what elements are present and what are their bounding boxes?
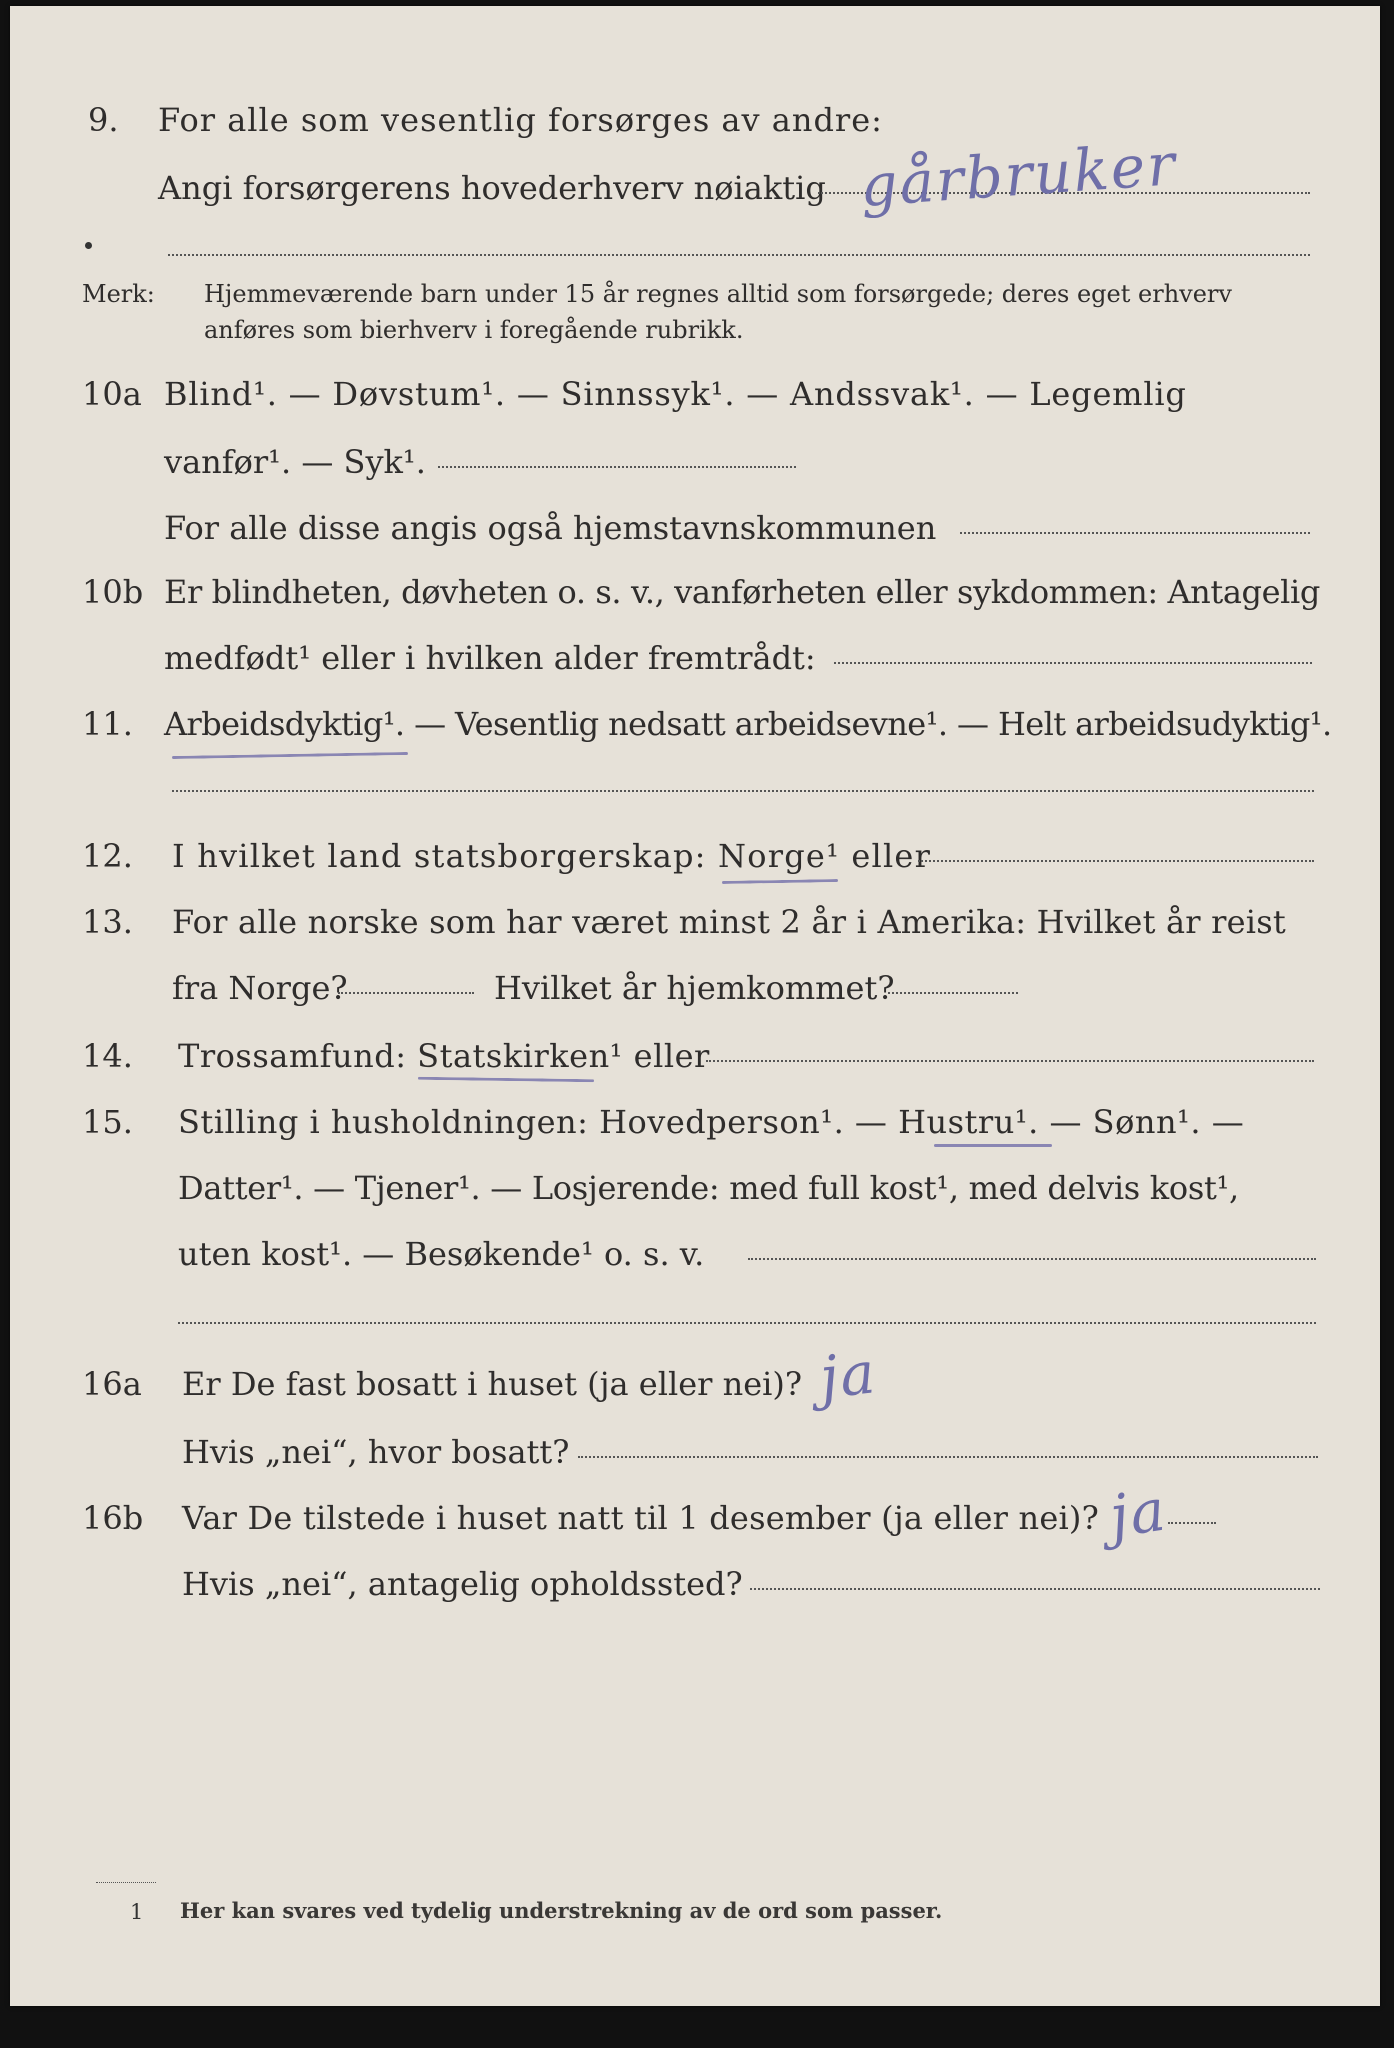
question-16b-residence-line xyxy=(750,1588,1320,1590)
question-16b-line-1: Var De tilstede i huset natt til 1 desember (ja eller nei)? xyxy=(182,1499,1099,1537)
question-13-line-2a: fra Norge? xyxy=(172,969,348,1007)
question-16b-handwritten-answer: ja xyxy=(1105,1475,1172,1551)
question-14-underline-mark xyxy=(418,1077,594,1082)
question-10a-number: 10a xyxy=(82,375,142,413)
question-16a-answer-line xyxy=(578,1456,1318,1458)
question-10b-line-1: Er blindheten, døvheten o. s. v., vanførheten eller sykdommen: Antagelig xyxy=(164,573,1320,611)
question-16b-line-2: Hvis „nei“, antagelig opholdssted? xyxy=(182,1565,743,1603)
question-10a-answer-line xyxy=(438,466,796,468)
footnote-rule xyxy=(96,1882,156,1883)
footnote-text: Her kan svares ved tydelig understrekning av de ord som passer. xyxy=(180,1898,943,1923)
question-16b-number: 16b xyxy=(82,1499,144,1537)
question-15-line-3: uten kost¹. — Besøkende¹ o. s. v. xyxy=(178,1235,705,1273)
question-15-underline-mark xyxy=(934,1144,1052,1147)
question-12-number: 12. xyxy=(82,837,133,875)
note-line-2: anføres som bierhverv i foregående rubrikk. xyxy=(204,316,744,344)
question-10b-answer-line xyxy=(834,662,1312,664)
census-form-page xyxy=(10,6,1380,2006)
dot-mark xyxy=(85,242,92,249)
question-12-underline-mark xyxy=(722,879,838,884)
note-line-1: Hjemmeværende barn under 15 år regnes alltid som forsørgede; deres eget erhverv xyxy=(204,280,1232,308)
question-10b-line-2: medfødt¹ eller i hvilken alder fremtrådt: xyxy=(164,639,816,677)
question-16a-line-1: Er De fast bosatt i huset (ja eller nei)? xyxy=(182,1365,803,1403)
question-15-line-1: Stilling i husholdningen: Hovedperson¹. — Hustru¹. — Sønn¹. — xyxy=(178,1103,1245,1141)
question-14-text: Trossamfund: Statskirken¹ eller xyxy=(178,1037,710,1075)
question-15-extra-line xyxy=(178,1322,1316,1324)
question-15-line-2: Datter¹. — Tjener¹. — Losjerende: med full kost¹, med delvis kost¹, xyxy=(178,1169,1239,1207)
question-9-line-1: For alle som vesentlig forsørges av andre: xyxy=(158,101,883,139)
question-11-text: Arbeidsdyktig¹. — Vesentlig nedsatt arbeidsevne¹. — Helt arbeidsudyktig¹. xyxy=(164,705,1332,743)
question-13-left-line xyxy=(338,992,474,994)
question-9-number: 9. xyxy=(88,101,119,139)
question-11-extra-line xyxy=(172,790,1314,792)
question-15-answer-line xyxy=(748,1258,1316,1260)
question-10a-line-1: Blind¹. — Døvstum¹. — Sinnssyk¹. — Andssvak¹. — Legemlig xyxy=(164,375,1187,413)
question-13-line-2b: Hvilket år hjemkommet? xyxy=(494,969,895,1007)
question-16a-number: 16a xyxy=(82,1365,142,1403)
question-13-number: 13. xyxy=(82,903,133,941)
question-16b-answer-line xyxy=(1168,1522,1216,1524)
question-10a-municipality-line xyxy=(960,532,1310,534)
question-13-return-line xyxy=(888,992,1018,994)
question-10a-line-2: vanfør¹. — Syk¹. xyxy=(164,443,426,481)
question-11-number: 11. xyxy=(82,705,133,743)
question-13-line-1: For alle norske som har været minst 2 år i Amerika: Hvilket år reist xyxy=(172,903,1286,941)
question-11-underline-mark xyxy=(172,752,408,759)
question-14-answer-line xyxy=(706,1060,1314,1062)
question-12-text: I hvilket land statsborgerskap: Norge¹ eller xyxy=(172,837,932,875)
footnote-mark: 1 xyxy=(130,1900,144,1924)
question-12-answer-line xyxy=(918,860,1314,862)
question-16a-line-2: Hvis „nei“, hvor bosatt? xyxy=(182,1433,570,1471)
question-10b-number: 10b xyxy=(82,573,144,611)
note-label: Merk: xyxy=(82,280,155,308)
question-15-number: 15. xyxy=(82,1103,133,1141)
question-9-handwritten-answer: gårbruker xyxy=(858,130,1179,220)
question-14-number: 14. xyxy=(82,1037,133,1075)
question-16a-handwritten-answer: ja xyxy=(816,1338,880,1412)
question-9-line-2: Angi forsørgerens hovederhverv nøiaktig xyxy=(158,169,826,207)
question-10a-line-3: For alle disse angis også hjemstavnskommunen xyxy=(164,509,937,547)
question-9-extra-line xyxy=(168,254,1310,256)
